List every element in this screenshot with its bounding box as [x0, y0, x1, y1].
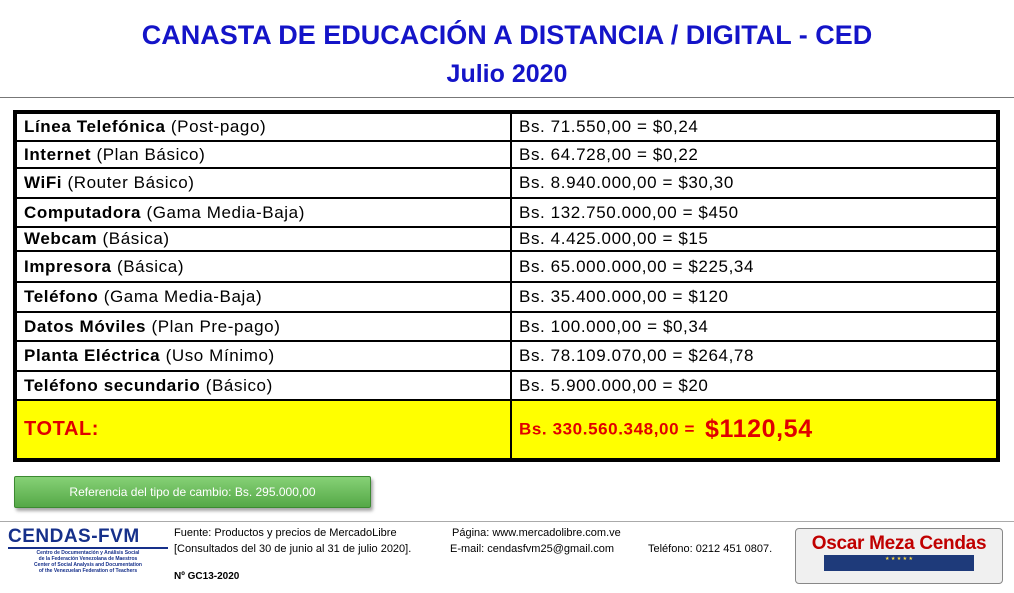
item-cell [16, 312, 511, 340]
total-label-cell [16, 400, 511, 459]
item-detail: (Gama Media-Baja) [103, 287, 263, 307]
footer-email[interactable]: E-mail: cendasfvm25@gmail.com [450, 543, 614, 555]
item-detail: (Router Básico) [67, 173, 195, 193]
divider-top [0, 97, 1014, 98]
divider-bottom [0, 521, 1014, 522]
item-cell [16, 227, 511, 251]
total-row [16, 400, 997, 459]
item-detail: (Uso Mínimo) [165, 346, 275, 366]
price-cell: Bs. 5.900.000,00 = $20 [511, 371, 997, 400]
item-detail: (Básica) [116, 256, 185, 276]
footer-page[interactable]: Página: www.mercadolibre.com.ve [452, 527, 621, 539]
price-cell: Bs. 64.728,00 = $0,22 [511, 141, 997, 167]
item-cell [16, 198, 511, 226]
item-cell [16, 341, 511, 372]
price-cell: Bs. 132.750.000,00 = $450 [511, 198, 997, 226]
price-table [13, 110, 1000, 462]
exchange-rate-reference-button[interactable]: Referencia del tipo de cambio: Bs. 295.000,00 [14, 476, 371, 508]
footer-doc-number: Nº GC13-2020 [174, 571, 240, 582]
item-detail: (Post-pago) [170, 117, 267, 137]
footer-source: Fuente: Productos y precios de MercadoLibre [174, 527, 397, 539]
price-cell: Bs. 8.940.000,00 = $30,30 [511, 168, 997, 199]
item-name: Teléfono [24, 287, 99, 307]
item-name: Planta Eléctrica [24, 346, 161, 366]
table-row [16, 371, 997, 400]
item-detail: (Plan Básico) [96, 144, 206, 164]
item-name: Internet [24, 144, 92, 164]
item-cell [16, 251, 511, 282]
table-row [16, 141, 997, 167]
table-row [16, 312, 997, 340]
item-cell [16, 141, 511, 167]
footer-phone: Teléfono: 0212 451 0807. [648, 543, 773, 555]
item-cell [16, 113, 511, 141]
item-name: Impresora [24, 256, 112, 276]
table-row [16, 198, 997, 226]
item-name: Datos Móviles [24, 316, 147, 336]
total-value-cell [511, 400, 997, 459]
item-cell [16, 371, 511, 400]
item-cell [16, 168, 511, 199]
item-name: Computadora [24, 202, 142, 222]
oscar-meza-cendas-logo: Oscar Meza Cendas ★ ★ ★ ★ ★ [795, 528, 1003, 584]
page-subtitle: Julio 2020 [446, 60, 568, 88]
total-usd: $1120,54 [705, 414, 813, 443]
table-row [16, 282, 997, 313]
item-detail: (Plan Pre-pago) [151, 316, 281, 336]
total-label: TOTAL: [24, 417, 100, 440]
table-row [16, 227, 997, 251]
table-row [16, 113, 997, 141]
price-cell: Bs. 4.425.000,00 = $15 [511, 227, 997, 251]
item-cell [16, 282, 511, 313]
item-detail: (Gama Media-Baja) [146, 202, 305, 222]
footer-consulted: [Consultados del 30 de junio al 31 de julio 2020]. [174, 543, 412, 555]
total-bs: Bs. 330.560.348,00 = [519, 419, 695, 439]
item-name: Webcam [24, 229, 98, 249]
price-cell: Bs. 71.550,00 = $0,24 [511, 113, 997, 141]
price-cell: Bs. 100.000,00 = $0,34 [511, 312, 997, 340]
cendas-logo-name: CENDAS-FVM [8, 526, 140, 547]
table-row [16, 341, 997, 372]
price-cell: Bs. 78.109.070,00 = $264,78 [511, 341, 997, 372]
item-name: Teléfono secundario [24, 375, 201, 395]
price-cell: Bs. 65.000.000,00 = $225,34 [511, 251, 997, 282]
item-name: WiFi [24, 173, 63, 193]
table-row [16, 168, 997, 199]
cendas-logo: CENDAS-FVM Centro de Documentación y Análisis Social de la Federación Venezolana de Maestros Center of Social Analysis and Documentation of the Venezuelan Federation of Teachers [8, 527, 168, 579]
table-row [16, 251, 997, 282]
price-cell: Bs. 35.400.000,00 = $120 [511, 282, 997, 313]
logo-right-name: Oscar Meza Cendas [811, 533, 987, 554]
item-name: Línea Telefónica [24, 117, 166, 137]
item-detail: (Básica) [102, 229, 170, 249]
item-detail: (Básico) [205, 375, 273, 395]
page-title: CANASTA DE EDUCACIÓN A DISTANCIA / DIGITAL - CED [141, 20, 873, 50]
